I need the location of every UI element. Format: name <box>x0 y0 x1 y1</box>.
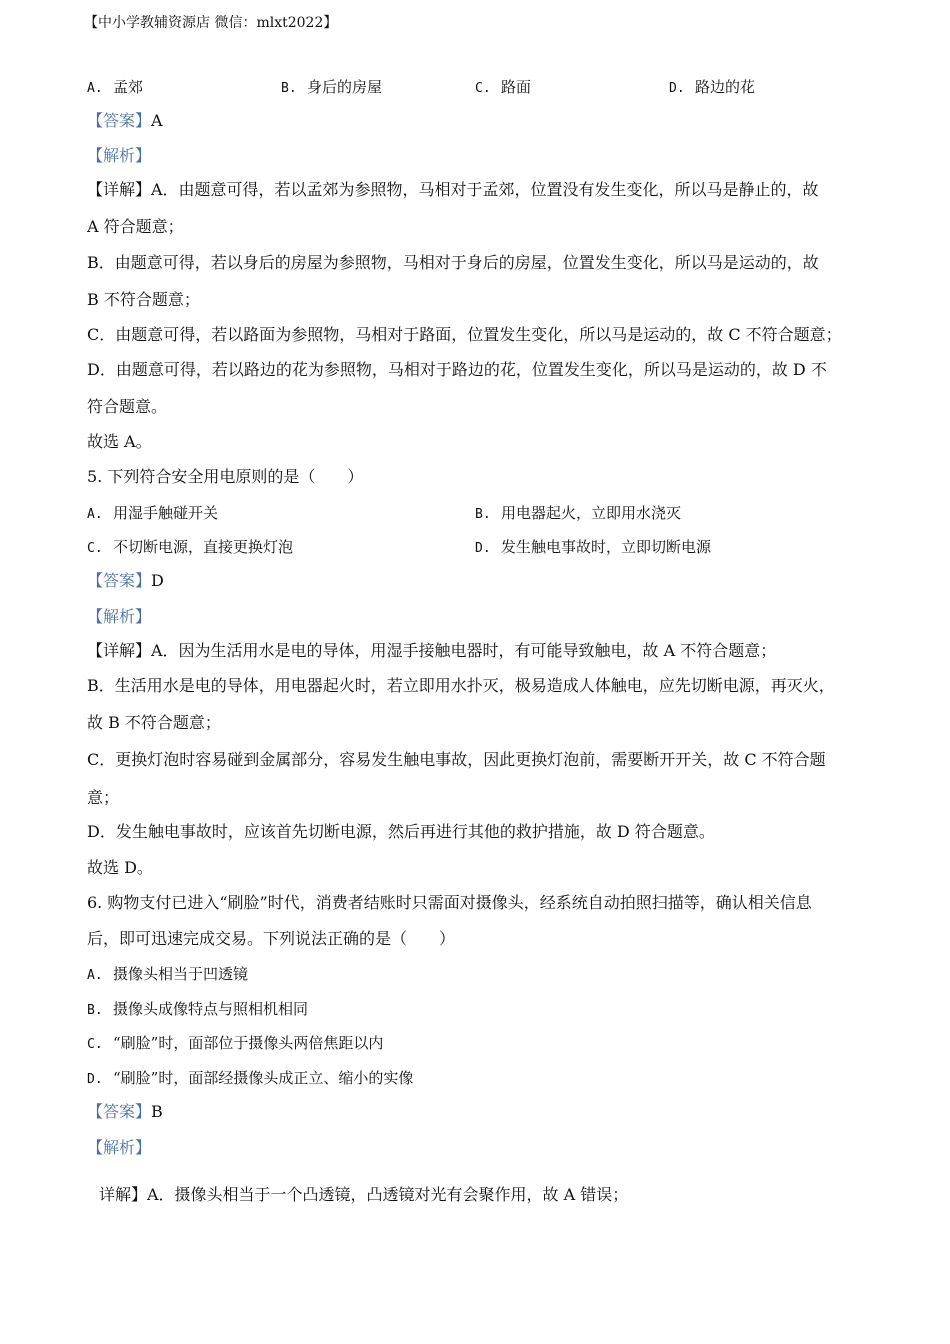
q5-option-a: A. 用湿手触碰开关 <box>87 504 219 522</box>
q4-option-d: D. 路边的花 <box>669 78 756 96</box>
q5-detail-line: 【详解】A．因为生活用水是电的导体，用湿手接触电器时，有可能导致触电，故 A 不符合题意； <box>87 641 777 660</box>
q5-detail-line: B．生活用水是电的导体，用电器起火时，若立即用水扑灭，极易造成人体触电，应先切断电源，再灭火， <box>87 676 835 695</box>
q4-option-c: C. 路面 <box>475 78 532 96</box>
q4-answer: 【答案】A <box>87 111 163 130</box>
q5-option-b: B. 用电器起火，立即用水浇灭 <box>475 504 682 522</box>
q4-option-a: A. 孟郊 <box>87 78 144 96</box>
q6-option-d: D. “刷脸”时，面部经摄像头成正立、缩小的实像 <box>87 1069 414 1087</box>
q4-detail-line: 符合题意。 <box>87 397 168 416</box>
q6-stem-line: 6. 购物支付已进入“刷脸”时代，消费者结账时只需面对摄像头，经系统自动拍照扫描等，确认相关信息 <box>87 893 812 912</box>
q4-option-b: B. 身后的房屋 <box>281 78 383 96</box>
q5-detail-line: 故选 D。 <box>87 858 153 877</box>
q5-stem: 5. 下列符合安全用电原则的是（ ） <box>87 467 364 486</box>
q5-detail-line: D．发生触电事故时，应该首先切断电源，然后再进行其他的救护措施，故 D 符合题意。 <box>87 822 715 841</box>
q4-detail-line: B．由题意可得，若以身后的房屋为参照物，马相对于身后的房屋，位置发生变化，所以马是运动的，故 <box>87 253 819 272</box>
q4-detail-line: 故选 A。 <box>87 432 152 451</box>
q4-detail-line: 【详解】A．由题意可得，若以孟郊为参照物，马相对于孟郊，位置没有发生变化，所以马是静止的，故 <box>87 180 819 199</box>
q6-answer: 【答案】B <box>87 1102 163 1121</box>
q5-detail-line: 意； <box>87 788 120 807</box>
q6-option-a: A. 摄像头相当于凹透镜 <box>87 965 249 983</box>
q6-stem-line: 后，即可迅速完成交易。下列说法正确的是（ ） <box>87 929 456 948</box>
q5-option-c: C. 不切断电源，直接更换灯泡 <box>87 538 294 556</box>
q5-analysis-tag: 【解析】 <box>87 607 152 626</box>
q6-detail-line: 详解】A．摄像头相当于一个凸透镜，凸透镜对光有会聚作用，故 A 错误； <box>99 1185 629 1204</box>
q6-option-b: B. 摄像头成像特点与照相机相同 <box>87 1000 309 1018</box>
q5-answer: 【答案】D <box>87 571 164 590</box>
q6-option-c: C. “刷脸”时，面部位于摄像头两倍焦距以内 <box>87 1034 384 1052</box>
q6-analysis-tag: 【解析】 <box>87 1138 152 1157</box>
q4-detail-line: D．由题意可得，若以路边的花为参照物，马相对于路边的花，位置发生变化，所以马是运动的，故 D 不 <box>87 360 827 379</box>
q5-option-d: D. 发生触电事故时，立即切断电源 <box>475 538 712 556</box>
page-header: 【中小学教辅资源店 微信：mlxt2022】 <box>84 15 338 31</box>
q4-detail-line: B 不符合题意； <box>87 290 200 309</box>
q5-detail-line: 故 B 不符合题意； <box>87 713 221 732</box>
q4-detail-line: C．由题意可得，若以路面为参照物，马相对于路面，位置发生变化，所以马是运动的，故 C 不符合题意； <box>87 325 842 344</box>
q4-analysis-tag: 【解析】 <box>87 146 152 165</box>
q4-detail-line: A 符合题意； <box>87 217 184 236</box>
q5-detail-line: C．更换灯泡时容易碰到金属部分，容易发生触电事故，因此更换灯泡前，需要断开开关，故 C 不符合题 <box>87 750 826 769</box>
